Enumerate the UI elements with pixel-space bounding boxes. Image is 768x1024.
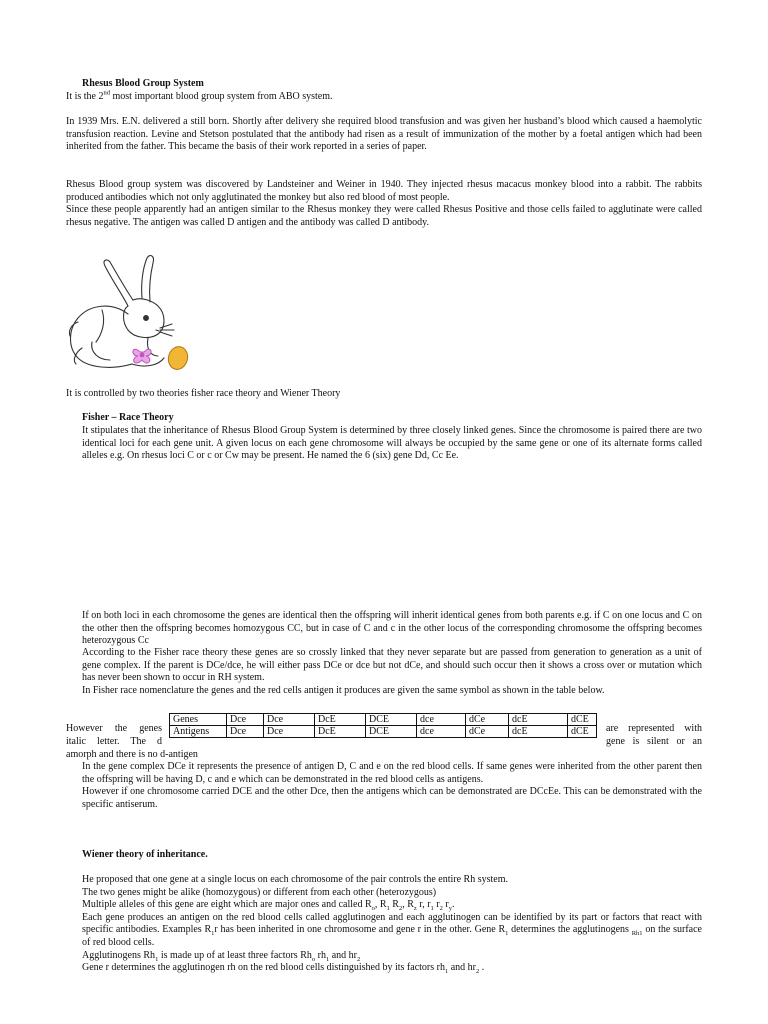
- wrap-left-1: However the genes: [66, 723, 162, 734]
- wiener-line-2: The two genes might be alike (homozygous) or different from each other (heterozygous): [82, 886, 437, 898]
- table-cell: DCE: [366, 726, 417, 738]
- theories-intro: It is controlled by two theories fisher race theory and Wiener Theory: [66, 388, 341, 399]
- fisher-paragraph-3: According to the Fisher race theory these genes are so crossly linked that they never separate but are passed from generation to generation as a unit of gene complex. If the parent is DCe/dce, he will either pass DCe or dce but not dCe, and should such occur then it shows a cross over or mutation which has never been shown to occur in RH system.: [82, 647, 702, 684]
- table-cell: dCE: [568, 726, 597, 738]
- wiener-line-4: Each gene produces an antigen on the red blood cells called agglutinogen and each agglutinogen can be identified by its part or factors that react with specific antibodies. Examples $R_1r$ has been inherited in one chromosome and gene r in the other. Gene $R_1$ determines the agglutinogens $_{Rh1}$ on the surface of red blood cells.: [82, 911, 702, 948]
- paragraph-discovery: Rhesus Blood group system was discovered by Landsteiner and Weiner in 1940. They injected rhesus macacus monkey blood into a rabbit. The rabbits produced antibodies which not only agglutinated the monkey but also red blood of most people.: [66, 179, 702, 203]
- table-cell: dcE: [509, 714, 568, 726]
- paragraph-since: Since these people apparently had an antigen similar to the Rhesus monkey they were called Rhesus Positive and those cells failed to agglutinate were called rhesus negative. The antigen was called D antigen and the antibody was called D antibody.: [66, 204, 702, 228]
- gene-antigen-table: [169, 713, 597, 738]
- wiener-line-3: Multiple alleles of this gene are eight which are major ones and called $R_o$, $R_1$ $R_2$, $R_z$ r, $r_1$ $r_2$ $r_y$.: [82, 899, 455, 913]
- wiener-section: [82, 874, 702, 975]
- table-cell: Dce: [227, 726, 264, 738]
- fisher-paragraph-6: However if one chromosome carried DCE and the other Dce, then the antigens which can be demonstrated are DCcEe. This can be demonstrated with the specific antiserum.: [82, 786, 702, 810]
- rabbit-illustration: [62, 252, 198, 376]
- table-cell: dcE: [509, 726, 568, 738]
- table-cell: Dce: [264, 714, 315, 726]
- intro-line: It is the 2nd most important blood group system from ABO system.: [66, 89, 333, 102]
- wiener-line-1: He proposed that one gene at a single locus on each chromosome of the pair controls the entire Rh system.: [82, 874, 508, 885]
- egg-icon: [166, 345, 190, 372]
- wrap-after: amorph and there is no d-antigen: [66, 749, 198, 760]
- table-cell: DCE: [366, 714, 417, 726]
- table-cell: DcE: [315, 726, 366, 738]
- table-cell: dCe: [466, 726, 509, 738]
- wiener-line-6: Gene r determines the agglutinogen rh on the red blood cells distinguished by its factors $rh_1$ and $hr_2$ .: [82, 962, 485, 976]
- table-row: [170, 726, 597, 738]
- table-cell: Antigens: [170, 726, 227, 738]
- page-title: Rhesus Blood Group System: [82, 78, 204, 89]
- wrap-right-2: gene is silent or an: [606, 736, 702, 747]
- bow-icon: [133, 349, 151, 363]
- fisher-paragraph-1: It stipulates that the inheritance of Rhesus Blood Group System is determined by three closely linked genes. Since the chromosome is paired there are two identical loci for each gene unit. A given locus on each gene chromosome will always be occupied by the same gene or one of its alternate forms called alleles e.g. On rhesus loci C or c or Cw may be present. He named the 6 (six) gene Dd, Cc Ee.: [82, 425, 702, 462]
- table-cell: dce: [417, 714, 466, 726]
- wrap-left-2: italic letter. The d: [66, 736, 162, 747]
- fisher-paragraph-5: In the gene complex DCe it represents the presence of antigen D, C and e on the red blood cells. If same genes were inherited from the other parent then the offspring will be having D, c and e which can be demonstrated in the red blood cells as antigens.: [82, 761, 702, 785]
- fisher-paragraph-4: In Fisher race nomenclature the genes and the red cells antigen it produces are given the same symbol as shown in the table below.: [82, 685, 605, 696]
- table-cell: DcE: [315, 714, 366, 726]
- table-cell: dce: [417, 726, 466, 738]
- fisher-paragraph-2: If on both loci in each chromosome the genes are identical then the offspring will inherit identical genes from both parents e.g. if C on one locus and C on the other then the offspring becomes homozygous CC, but in case of C and c in the other locus of the corresponding chromosome the offspring becomes heterozygous Cc: [82, 610, 702, 647]
- paragraph-1939: In 1939 Mrs. E.N. delivered a still born. Shortly after delivery she required blood transfusion and was given her husband’s blood which caused a haemolytic transfusion reaction. Levine and Stetson postulated that the antibody had risen as a result of immunization of the mother by a foetal antigen which had been inherited from the father. This became the basis of their work reported in a series of paper.: [66, 116, 702, 153]
- wiener-line-5: Agglutinogens $Rh_1$ is made up of at least three factors $Rh_o$ $rh_1$ and $hr_2$: [82, 949, 361, 963]
- table-cell: dCe: [466, 714, 509, 726]
- table-cell: dCE: [568, 714, 597, 726]
- table-cell: Dce: [264, 726, 315, 738]
- table-row: [170, 714, 597, 726]
- fisher-heading: Fisher – Race Theory: [82, 412, 174, 423]
- table-cell: Genes: [170, 714, 227, 726]
- wiener-heading: Wiener theory of inheritance.: [82, 849, 208, 860]
- wrap-right-1: are represented with: [606, 723, 702, 734]
- table-cell: Dce: [227, 714, 264, 726]
